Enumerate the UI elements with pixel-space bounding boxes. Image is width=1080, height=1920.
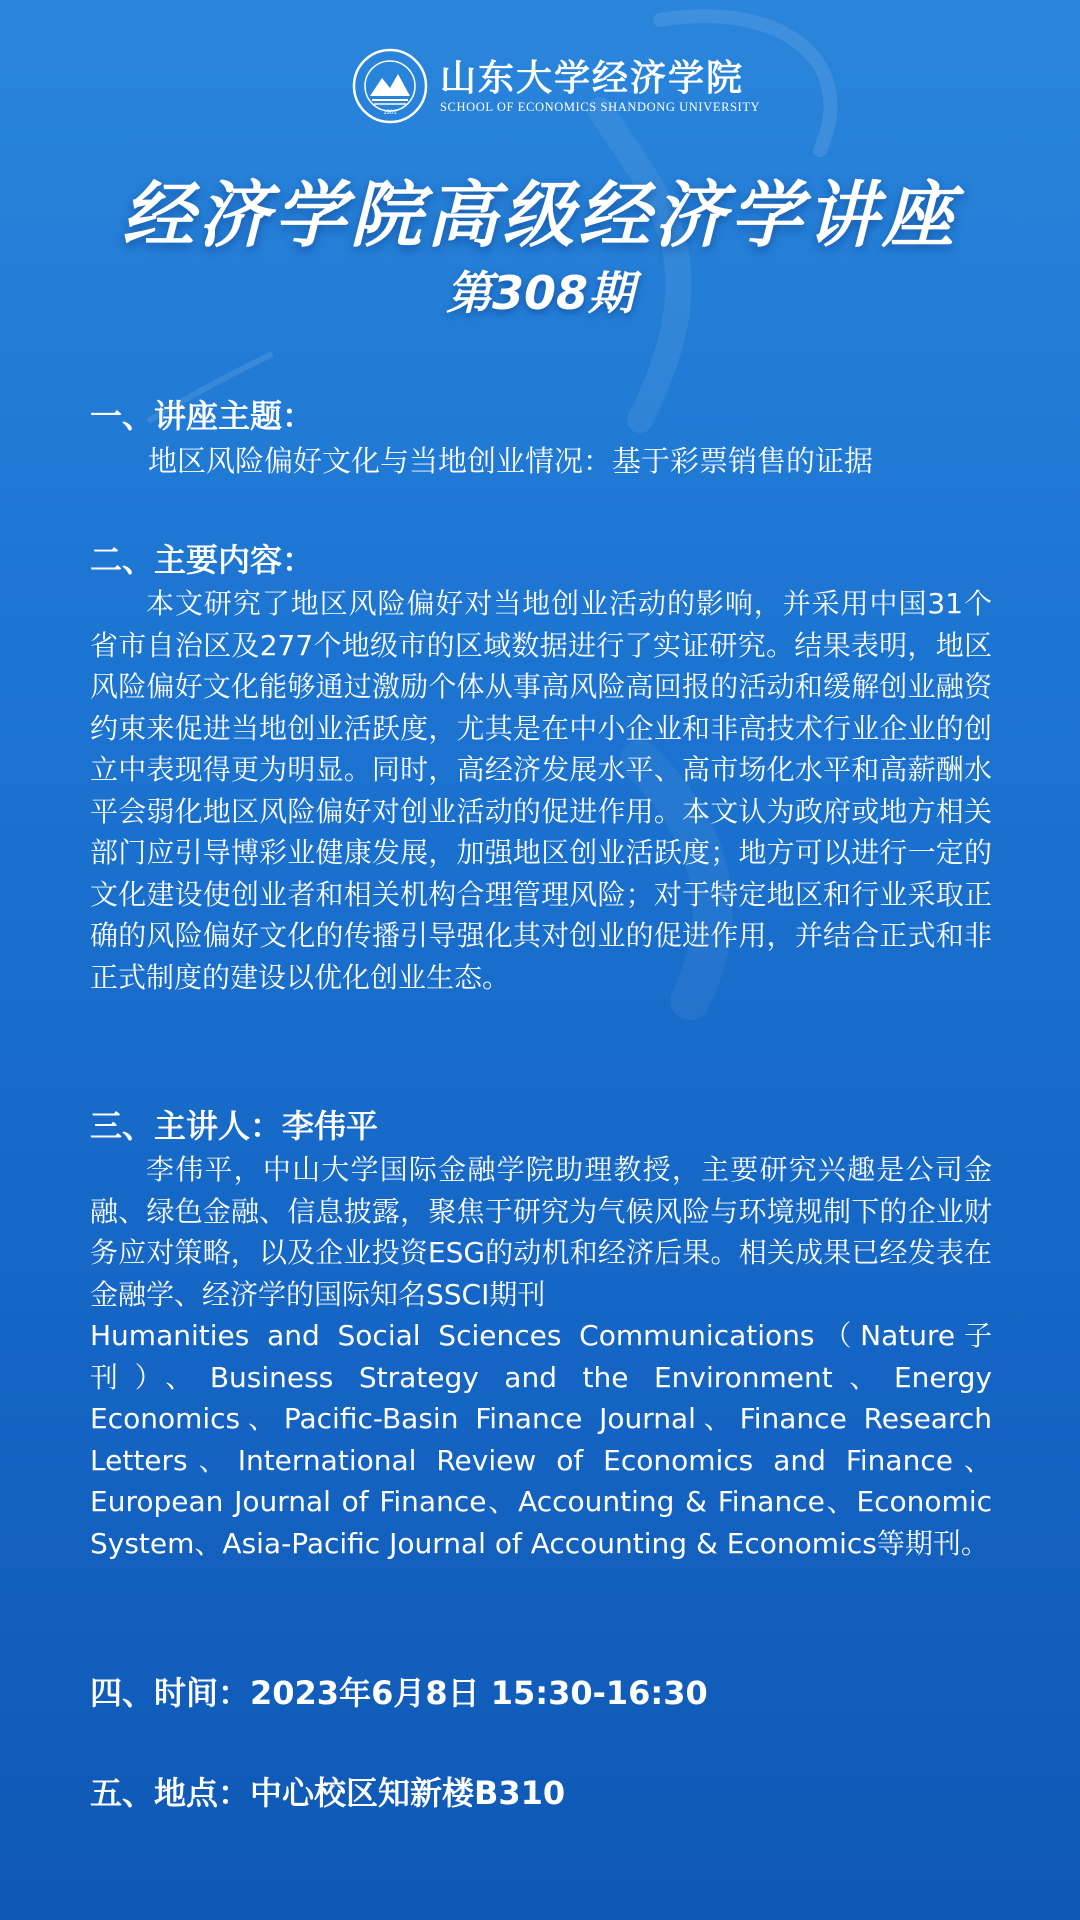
section-speaker	[90, 1103, 992, 1564]
section-topic	[90, 393, 992, 483]
school-header	[0, 40, 1080, 130]
speaker-heading: 三、主讲人：李伟平	[90, 1107, 379, 1145]
section-content	[90, 537, 992, 998]
school-name-block	[440, 58, 770, 116]
university-seal-logo	[352, 48, 428, 124]
school-name-en: SCHOOL OF ECONOMICS SHANDONG UNIVERSITY	[440, 100, 761, 114]
topic-text: 地区风险偏好文化与当地创业情况：基于彩票销售的证据	[148, 444, 874, 478]
content-heading: 二、主要内容：	[90, 541, 315, 579]
place-heading: 五、地点：中心校区知新楼B310	[90, 1774, 566, 1812]
content-paragraph: 本文研究了地区风险偏好对当地创业活动的影响，并采用中国31个省市自治区及277个地级市的区域数据进行了实证研究。结果表明，地区风险偏好文化能够通过激励个体从事高风险高回报的活动和缓解创业融资约束来促进当地创业活跃度，尤其是在中小企业和非高技术行业企业的创立中表现得更为明显。同时，高经济发展水平、高市场化水平和高薪酬水平会弱化地区风险偏好对创业活动的促进作用。本文认为政府或地方相关部门应引导博彩业健康发展，加强地区创业活跃度；地方可以进行一定的文化建设使创业者和相关机构合理管理风险；对于特定地区和行业采取正确的风险偏好文化的传播引导强化其对创业的促进作用，并结合正式和非正式制度的建设以优化创业生态。	[90, 587, 992, 994]
topic-heading: 一、讲座主题：	[90, 397, 315, 435]
section-place	[90, 1770, 992, 1816]
time-heading: 四、时间：2023年6月8日 15:30-16:30	[90, 1674, 708, 1712]
school-name-cn: 山东大学经济学院	[440, 57, 745, 99]
svg-text:1901: 1901	[383, 110, 397, 116]
section-time	[90, 1670, 992, 1716]
issue-number: 第308期	[445, 266, 635, 320]
speaker-bio-en: Humanities and Social Sciences Communications（Nature子刊）、Business Strategy and the Environment、Energy Economics、Pacific-Basin Finance Journal、Finance Research Letters、International Review of Economics and Finance、European Journal of Finance、Accounting & Finance、Economic System、Asia-Pacific Journal of Accounting & Economics等期刊。	[90, 1319, 992, 1560]
speaker-bio-cn: 李伟平，中山大学国际金融学院助理教授，主要研究兴趣是公司金融、绿色金融、信息披露，聚焦于研究为气候风险与环境规制下的企业财务应对策略，以及企业投资ESG的动机和经济后果。相关成果已经发表在金融学、经济学的国际知名SSCI期刊	[90, 1153, 992, 1311]
lecture-series-title: 经济学院高级经济学讲座	[121, 173, 958, 257]
